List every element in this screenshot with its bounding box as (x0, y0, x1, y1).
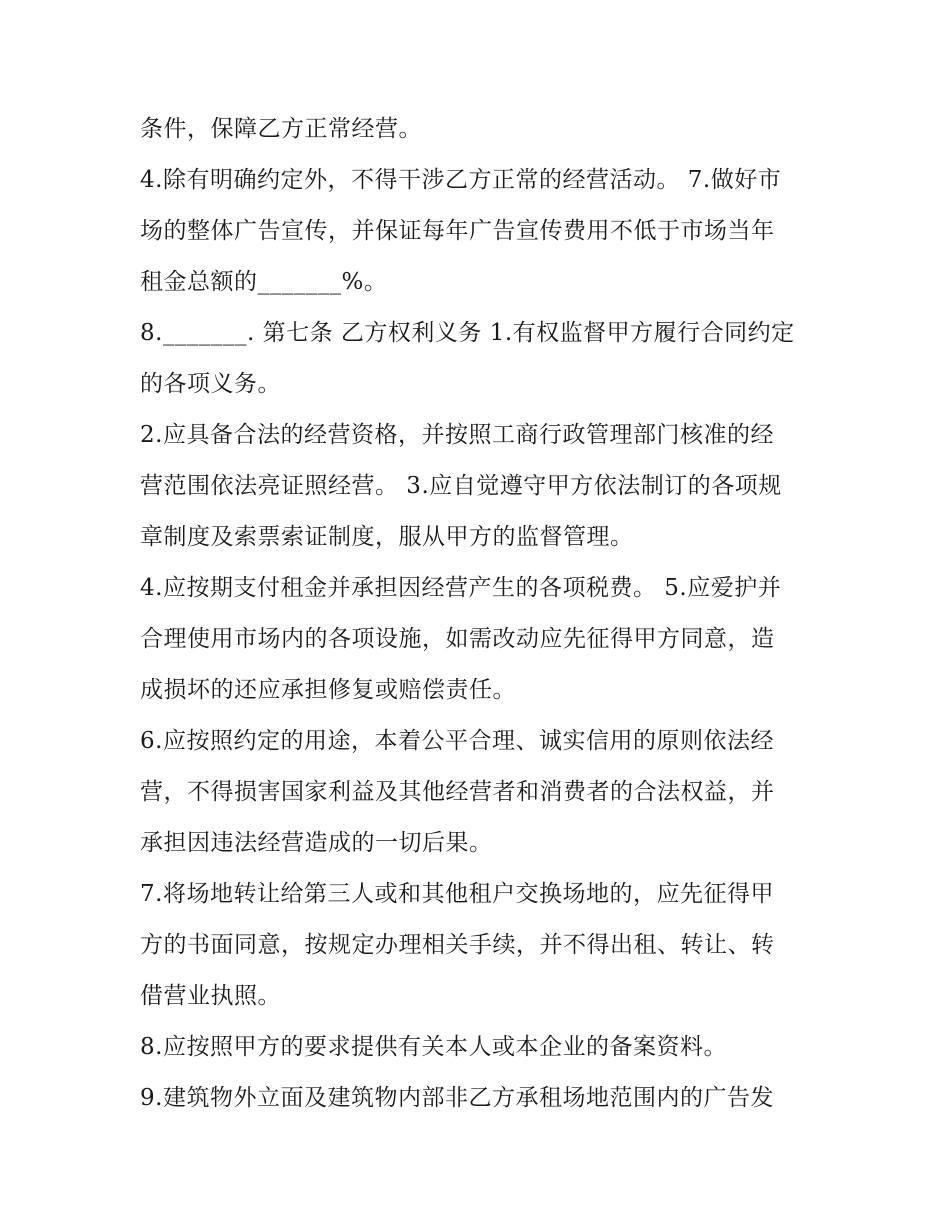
text-line: 成损坏的还应承担修复或赔偿责任。 (140, 677, 516, 703)
text-line: 条件，保障乙方正常经营。 (140, 116, 422, 142)
text-line: 9.建筑物外立面及建筑物内部非乙方承租场地范围内的广告发 (140, 1085, 774, 1111)
text-line: 承担因违法经营造成的一切后果。 (140, 830, 493, 856)
text-line: 7.将场地转让给第三人或和其他租户交换场地的，应先征得甲 (140, 881, 774, 907)
text-line: 2.应具备合法的经营资格，并按照工商行政管理部门核准的经 (140, 422, 774, 448)
text-line: 章制度及索票索证制度，服从甲方的监督管理。 (140, 524, 634, 550)
text-line: 场的整体广告宣传，并保证每年广告宣传费用不低于市场当年 (140, 218, 775, 244)
text-line: 的各项义务。 (140, 371, 281, 397)
text-line: 借营业执照。 (140, 983, 281, 1009)
text-line: 合理使用市场内的各项设施，如需改动应先征得甲方同意，造 (140, 626, 775, 652)
text-line: 营范围依法亮证照经营。 3.应自觉遵守甲方依法制订的各项规 (140, 473, 782, 499)
text-line: 6.应按照约定的用途，本着公平合理、诚实信用的原则依法经 (140, 728, 774, 754)
document-body (140, 104, 820, 1124)
text-line: 4.应按期支付租金并承担因经营产生的各项税费。 5.应爱护并 (140, 575, 782, 601)
text-line: 8._______. 第七条 乙方权利义务 1.有权监督甲方履行合同约定 (140, 320, 795, 346)
text-line: 方的书面同意，按规定办理相关手续，并不得出租、转让、转 (140, 932, 775, 958)
text-line: 营，不得损害国家利益及其他经营者和消费者的合法权益，并 (140, 779, 775, 805)
text-line: 4.除有明确约定外，不得干涉乙方正常的经营活动。 7.做好市 (140, 167, 782, 193)
text-line: 8.应按照甲方的要求提供有关本人或本企业的备案资料。 (140, 1034, 727, 1060)
text-line: 租金总额的_______%。 (140, 269, 388, 295)
